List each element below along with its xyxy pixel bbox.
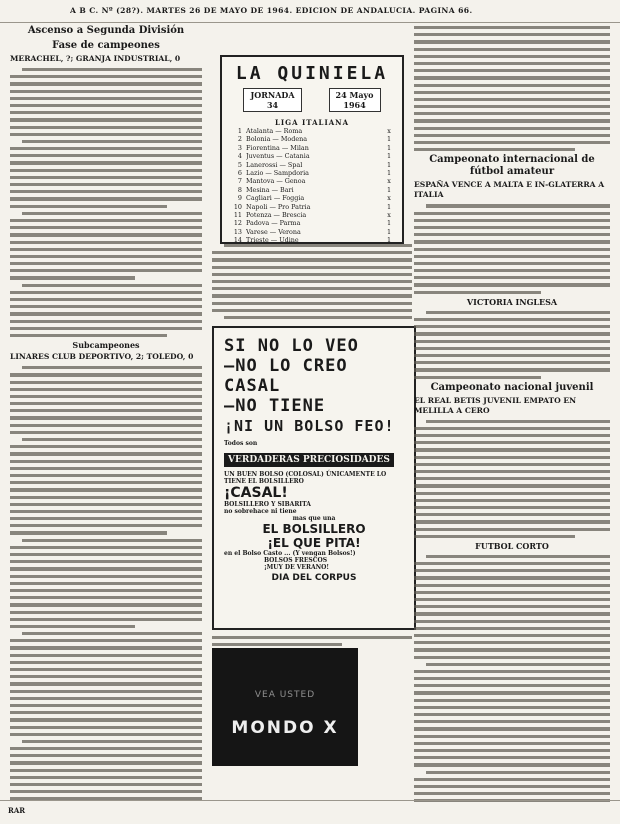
- date-label: 24 Mayo: [335, 90, 374, 100]
- ad-line-1: SI NO LO VEO: [224, 336, 359, 356]
- photo-advertisement: [212, 648, 358, 766]
- article-text-7: [414, 311, 610, 379]
- quiniela-title: LA QUINIELA: [235, 63, 389, 84]
- row-number: 4: [237, 152, 242, 161]
- match-teams: Mesina — Bari: [246, 185, 294, 194]
- match-teams: Juventus — Catania: [246, 152, 310, 161]
- article-text-6: [414, 204, 610, 293]
- match-result: x: [387, 211, 391, 220]
- quiniela-row: [230, 219, 394, 227]
- photo-ad-caption: VEA USTED: [254, 690, 316, 700]
- ad-line-13: EL BOLSILLERO: [262, 522, 366, 536]
- row-number: 11: [233, 211, 242, 220]
- ad-line-12: mas que una: [292, 515, 336, 522]
- ad-line-4: —NO TIENE: [224, 396, 326, 416]
- quiniela-row: [230, 177, 394, 185]
- article-text-1: [10, 68, 202, 337]
- match-teams: Lanerossi — Spal: [246, 160, 303, 169]
- ad-line-10: BOLSILLERO Y SIBARITA: [224, 501, 311, 508]
- match-result: 1: [386, 185, 392, 194]
- match-heading-3: ESPAÑA VENCE A MALTA E IN-GLATERRA A ITALIA: [414, 180, 605, 200]
- liga-heading: LIGA ITALIANA: [274, 118, 350, 127]
- match-result: x: [387, 177, 391, 186]
- quiniela-jornada: [243, 88, 301, 112]
- match-heading-4: EL REAL BETIS JUVENIL EMPATO EN MELILLA A CERO: [414, 395, 577, 415]
- headline-amateur: Campeonato internacional de fútbol amateur: [429, 154, 595, 178]
- quiniela-row: [230, 194, 394, 202]
- row-number: 7: [237, 177, 242, 186]
- match-teams: Padova — Parma: [246, 219, 301, 228]
- match-result: 1: [386, 219, 392, 228]
- page-footer: RAR: [8, 806, 26, 815]
- quiniela-row: [230, 169, 394, 177]
- article-text-5: [414, 26, 610, 151]
- headline-ascenso: Ascenso a Segunda División: [27, 25, 185, 36]
- ad-line-9: ¡CASAL!: [224, 485, 288, 501]
- quiniela-row: [230, 211, 394, 219]
- match-teams: Bolonia — Modena: [246, 135, 308, 144]
- ad-line-17: ¡MUY DE VERANO!: [264, 564, 329, 571]
- match-teams: Lazio — Sampdoria: [246, 169, 309, 178]
- match-result: 1: [386, 135, 392, 144]
- row-number: 6: [237, 169, 242, 178]
- match-result: 1: [386, 143, 392, 152]
- row-number: 14: [233, 236, 242, 245]
- ad-line-8: UN BUEN BOLSO (COLOSAL) ÚNICAMENTE LO TIENE EL BOLSILLERO: [224, 471, 387, 485]
- match-result: x: [387, 194, 391, 203]
- quiniela-row: [230, 203, 394, 211]
- quiniela-row: [230, 135, 394, 143]
- match-teams: Mantova — Genoa: [246, 177, 306, 186]
- row-number: 1: [237, 127, 242, 135]
- ad-line-7: VERDADERAS PRECIOSIDADES: [224, 453, 394, 467]
- article-text-2: [10, 366, 202, 802]
- row-number: 10: [233, 202, 242, 211]
- match-teams: Cagliari — Foggia: [246, 194, 305, 203]
- subheading-futbol-corto: FUTBOL CORTO: [475, 540, 549, 551]
- match-result: x: [387, 127, 391, 135]
- quiniela-row: [230, 152, 394, 160]
- match-result: 1: [386, 236, 392, 245]
- ad-line-2: —NO LO CREO: [224, 356, 348, 376]
- date-year: 1964: [343, 100, 366, 110]
- match-heading-2: LINARES CLUB DEPORTIVO, 2; TOLEDO, 0: [10, 352, 194, 362]
- headline-juvenil: Campeonato nacional juvenil: [430, 381, 594, 393]
- quiniela-rows: [222, 127, 402, 245]
- right-column: [414, 22, 610, 802]
- match-teams: Varese — Verona: [246, 227, 301, 236]
- quiniela-box: [220, 55, 404, 244]
- match-teams: Potenza — Brescia: [246, 211, 307, 220]
- match-result: 1: [386, 169, 392, 178]
- match-result: 1: [386, 152, 392, 161]
- ad-line-15: en el Bolso Casto ... (Y vengan Bolsos!): [224, 550, 356, 557]
- row-number: 13: [233, 227, 242, 236]
- match-heading-1: MERACHEL, ?; GRANJA INDUSTRIAL, 0: [10, 54, 181, 63]
- article-text-4: [212, 636, 412, 646]
- match-result: 1: [386, 202, 392, 211]
- jornada-number: 34: [266, 100, 279, 110]
- ad-line-6: Todos son: [224, 440, 258, 447]
- quiniela-row: [230, 144, 394, 152]
- row-number: 9: [237, 194, 242, 203]
- photo-ad-title: MONDO X: [231, 718, 339, 738]
- middle-column-gap: [212, 632, 412, 646]
- footer-rule: [0, 800, 620, 801]
- row-number: 12: [233, 219, 242, 228]
- row-number: 5: [237, 160, 242, 169]
- page-header: A B C. Nº (28?). MARTES 26 DE MAYO DE 1964. EDICION DE ANDALUCIA. PAGINA 66.: [70, 6, 473, 15]
- ad-line-3: CASAL: [224, 376, 281, 396]
- ad-line-11: no sobrehace ni tiene: [224, 508, 297, 515]
- quiniela-row: [230, 236, 394, 244]
- quiniela-row: [230, 186, 394, 194]
- quiniela-date: [329, 88, 381, 112]
- ad-line-16: BOLSOS FRESCOS: [264, 557, 328, 564]
- article-text-9: [414, 555, 610, 802]
- match-teams: Atalanta — Roma: [246, 127, 303, 135]
- match-teams: Trieste — Udine: [246, 236, 299, 245]
- match-teams: Fiorentina — Milan: [246, 143, 309, 152]
- casal-advertisement: [212, 326, 416, 630]
- article-text-8: [414, 420, 610, 538]
- row-number: 8: [237, 185, 242, 194]
- ad-line-5: ¡NI UN BOLSO FEO!: [224, 417, 395, 435]
- quiniela-row: [230, 127, 394, 135]
- match-result: 1: [386, 227, 392, 236]
- left-column: [10, 22, 202, 802]
- subheading-subcampeones: Subcampeones: [72, 340, 140, 351]
- headline-fase: Fase de campeones: [52, 40, 160, 51]
- match-result: 1: [386, 160, 392, 169]
- row-number: 2: [237, 135, 242, 144]
- jornada-label: JORNADA: [250, 90, 295, 100]
- match-teams: Napoli — Pro Patria: [246, 202, 311, 211]
- quiniela-dates: [230, 88, 394, 112]
- ad-line-18: DIA DEL CORPUS: [271, 573, 357, 583]
- row-number: 3: [237, 143, 242, 152]
- ad-line-14: ¡EL QUE PITA!: [267, 536, 361, 550]
- article-text-3: [212, 244, 412, 322]
- subheading-victoria: VICTORIA INGLESA: [466, 296, 558, 307]
- quiniela-row: [230, 161, 394, 169]
- quiniela-row: [230, 228, 394, 236]
